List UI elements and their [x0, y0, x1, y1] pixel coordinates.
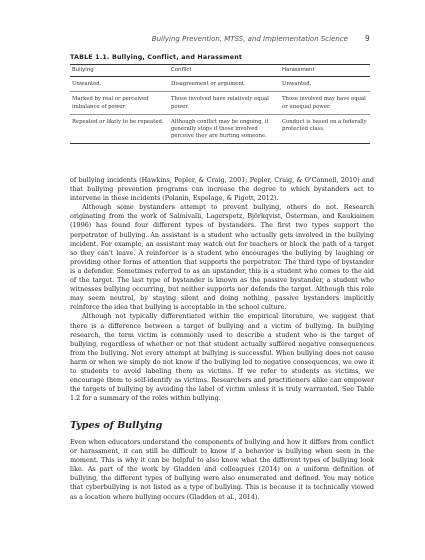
table-title: Bullying, Conflict, and Harassment	[111, 54, 243, 61]
page-number: 9	[365, 34, 370, 43]
table-cell: Although conflict may be ongoing, it generally stops if those involved perceive they are hurting someone.	[169, 114, 280, 144]
table-cell: Unwanted.	[70, 77, 169, 92]
table-cell: Conduct is based on a federally protected class.	[280, 114, 370, 144]
paragraph-bystanders: Although some bystanders attempt to prevent bullying, others do not. Research originating from the work of Salmivalli, Lagerspetz, Björkqvist, Österman, and Kaukiainen (1996) has found four different types of bystanders. The first two types support the perpetrator of bullying. An assistant is a student who actually gets involved in the bullying incident. For example, an assistant may watch out for teachers or block the path of a target so they can't leave. A reinforcer is a student who encourages the bullying by laughing or providing other forms of attention that supports the perpetrator. The third type of bystander is a defender. Sometimes referred to as an upstander, this is a student who comes to the aid of the target. The last type of bystander is known as the passive bystander, a student who witnesses bullying occurring, but neither supports nor defends the target. Although this role may seem neutral, by staying silent and doing nothing, passive bystanders implicitly reinforce the idea that bullying is acceptable in the school culture.	[70, 203, 374, 312]
table-cell: Repeated or likely to be repeated.	[70, 114, 169, 144]
table-row	[70, 77, 370, 92]
table-row	[70, 114, 370, 144]
table-cell: Marked by real or perceived imbalance of power.	[70, 92, 169, 114]
table-header-row	[70, 65, 370, 77]
table-row	[70, 92, 370, 114]
section-heading: Types of Bullying	[70, 420, 163, 431]
col-header-harassment: Harassment	[280, 65, 370, 77]
table-cell: Disagreement or argument.	[169, 77, 280, 92]
table-caption	[70, 54, 242, 61]
paragraph-target-victim: Although not typically differentiated within the empirical literature, we suggest that there is a difference between a target of bullying and a victim of bullying. In bullying research, the term victim is commonly used to describe a student who is the target of bullying, regardless of whether or not that student actually suffered negative consequences from the bullying. Not every attempt at bullying is successful. When bullying does not cause harm or when we simply do not know if the bullying led to negative consequences, we owe it to students to avoid labeling them as victims. If we refer to students as victims, we encourage them to self-identify as victims. Researchers and practitioners alike can empower the targets of bullying by avoiding the label of victim unless it is truly warranted. See Table 1.2 for a summary of the roles within bullying.	[70, 312, 374, 403]
col-header-conflict: Conflict	[169, 65, 280, 77]
paragraph-continuation: of bullying incidents (Hawkins, Pepler, & Craig, 2001; Pepler, Craig, & O'Connell, 2010) and that bullying prevention programs can increase the degree to which bystanders act to intervene in these incidents (Polanin, Espelage, & Pigott, 2012).	[70, 176, 374, 203]
body-text-upper	[70, 176, 374, 403]
table-cell: Unwanted.	[280, 77, 370, 92]
col-header-bullying: Bullying	[70, 65, 169, 77]
table-label: TABLE 1.1.	[70, 54, 110, 61]
table-cell: Those involved may have equal or unequal power.	[280, 92, 370, 114]
running-head: Bullying Prevention, MTSS, and Implementation Science	[151, 35, 348, 43]
comparison-table	[70, 64, 370, 144]
paragraph-types: Even when educators understand the components of bullying and how it differs from conflict or harassment, it can still be difficult to know if a behavior is bullying when seen in the moment. This is why it can be helpful to also know what the different types of bullying look like. As part of the work by Gladden and colleagues (2014) on a uniform definition of bullying, the different types of bullying were also enumerated and defined. You may notice that cyberbullying is not listed as a type of bullying. This is because it is technically viewed as a location where bullying occurs (Gladden et al., 2014).	[70, 438, 374, 501]
body-text-lower	[70, 438, 374, 502]
table-cell: Those involved have relatively equal power.	[169, 92, 280, 114]
